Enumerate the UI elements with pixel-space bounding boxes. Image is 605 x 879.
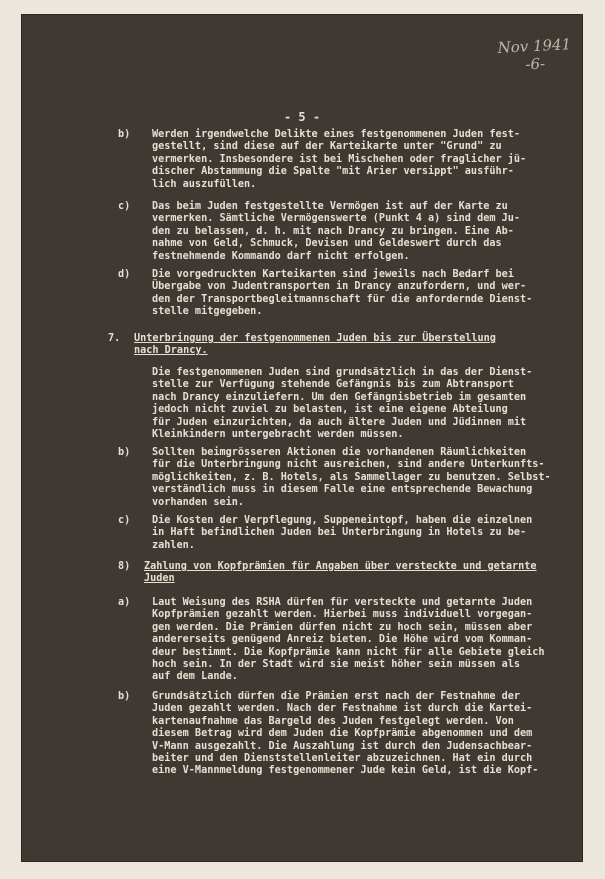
paragraph-text: Die festgenommenen Juden sind grundsätzlich in das der Dienst- stelle zur Verfügung stehende Gefängnis bis zum Abtransport nach Drancy einzuliefern. Um den Gefängnisbetrieb im gesamten jedoch nicht zuviel zu belasten, ist eine eigene Abteilung für Juden einzurichten, da auch ältere Juden und Jüdinnen mit Kleinkindern untergebracht werden müssen.	[152, 367, 533, 441]
paragraph-label: d)	[118, 269, 131, 280]
paragraph-label: a)	[118, 597, 131, 608]
paragraph-text: Die Kosten der Verpflegung, Suppeneintopf, haben die einzelnen in Haft befindlichen Juden bei Unterbringung in Hotels zu be- zahlen.	[152, 515, 533, 551]
archive-handwritten-note: Nov 1941 -6-	[497, 35, 572, 74]
document-page	[22, 15, 582, 861]
section-heading: Unterbringung der festgenommenen Juden bis zur Überstellung nach Drancy.	[134, 333, 496, 357]
section-number: 8)	[118, 561, 131, 572]
section-heading: Zahlung von Kopfprämien für Angaben über versteckte und getarnte Juden	[144, 561, 537, 585]
paragraph-text: Laut Weisung des RSHA dürfen für versteckte und getarnte Juden Kopfprämien gezahlt werden. Hierbei muss individuell vorgegan- gen werden. Die Prämien dürfen nicht zu hoch sein, müssen aber andererseits genügend Anreiz bieten. Die Höhe wird vom Komman- deur bestimmt. Die Kopfprämie kann nicht für alle Gebiete gleich hoch sein. In der Stadt wird sie meist höher sein müssen als auf dem Lande.	[152, 597, 545, 683]
paragraph-text: Sollten beimgrösseren Aktionen die vorhandenen Räumlichkeiten für die Unterbringung nicht ausreichen, sind andere Unterkunfts- möglichkeiten, z. B. Hotels, als Sammellager zu benutzen. Selbst- verständlich muss in diesem Falle eine entsprechende Bewachung vorhanden sein.	[152, 447, 551, 508]
paragraph-text: Grundsätzlich dürfen die Prämien erst nach der Festnahme der Juden gezahlt werden. Nach der Festnahme ist durch die Kartei- kartenaufnahme das Bargeld des Juden festgelegt werden. Von diesem Betrag wird dem Juden die Kopfprämie abgenommen und dem V-Mann ausgezahlt. Die Auszahlung ist durch den Judensachbear- beiter und den Dienststellenleiter abzuzeichnen. Hat ein durch eine V-Mannmeldung festgenommener Jude kein Geld, ist die Kopf-	[152, 691, 539, 777]
paragraph-label: c)	[118, 201, 131, 212]
paragraph-text: Werden irgendwelche Delikte eines festgenommenen Juden fest- gestellt, sind diese auf der Karteikarte unter "Grund" zu vermerken. Insbesondere ist bei Mischehen oder fraglicher jü- discher Abstammung die Spalte "mit Arier versippt" ausführ- lich auszufüllen.	[152, 129, 527, 190]
paragraph-text: Die vorgedruckten Karteikarten sind jeweils nach Bedarf bei Übergabe von Judentransporten in Drancy anzufordern, und wer- den der Transportbegleitmannschaft für die anfordernde Dienst- stelle mitgegeben.	[152, 269, 533, 318]
paragraph-label: c)	[118, 515, 131, 526]
paragraph-label: b)	[118, 129, 131, 140]
paragraph-label: b)	[118, 447, 131, 458]
paragraph-text: Das beim Juden festgestellte Vermögen ist auf der Karte zu vermerken. Sämtliche Vermögenswerte (Punkt 4 a) sind dem Ju- den zu belassen, d. h. mit nach Drancy zu bringen. Eine Ab- nahme von Geld, Schmuck, Devisen und Geldeswert durch das festnehmende Kommando darf nicht erfolgen.	[152, 201, 521, 262]
paragraph-label: b)	[118, 691, 131, 702]
document-content	[22, 15, 582, 861]
section-number: 7.	[108, 333, 121, 344]
page-number: - 5 -	[283, 110, 321, 124]
